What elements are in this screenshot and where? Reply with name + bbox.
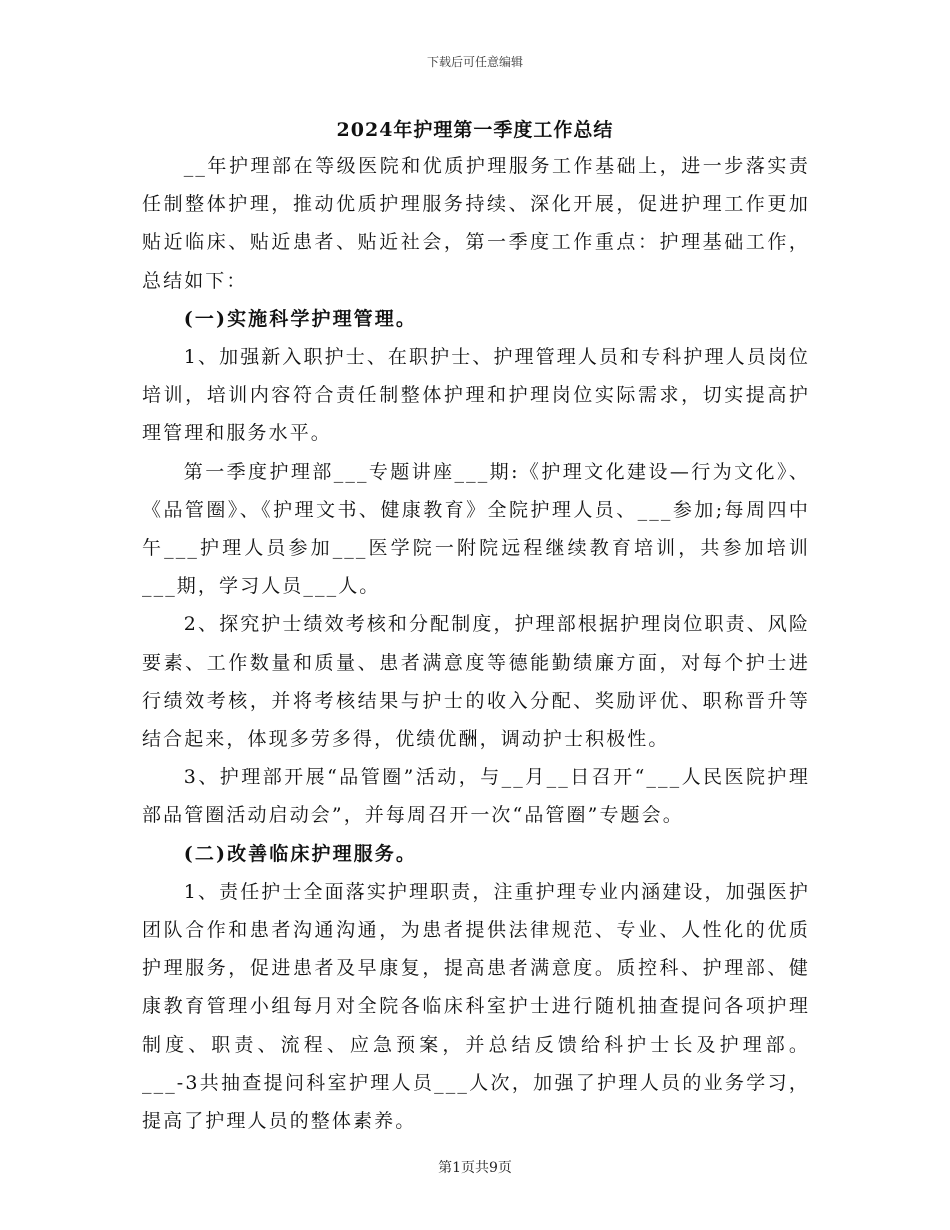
body-paragraph: 3、护理部开展“品管圈”活动，与__月__日召开“___人民医院护理部品管圈活动启动会”，并每周召开一次“品管圈”专题会。 xyxy=(142,766,810,827)
section-heading-2: (二)改善临床护理服务。 xyxy=(183,842,417,865)
intro-paragraph: __年护理部在等级医院和优质护理服务工作基础上，进一步落实责任制整体护理，推动优质护理服务持续、深化开展，促进护理工作更加贴近临床、贴近患者、贴近社会，第一季度工作重点：护理基础工作，总结如下： xyxy=(142,155,810,292)
page-footer: 第1页共9页 xyxy=(438,1160,512,1176)
body-paragraph: 第一季度护理部___专题讲座___期:《护理文化建设—行为文化》、《品管圈》、《护理文书、健康教育》全院护理人员、___参加;每周四中午___护理人员参加___医学院一附院远程继续教育培训，共参加培训___期，学习人员___人。 xyxy=(142,460,810,598)
body-paragraph: 1、加强新入职护士、在职护士、护理管理人员和专科护理人员岗位培训，培训内容符合责任制整体护理和护理岗位实际需求，切实提高护理管理和服务水平。 xyxy=(142,346,810,445)
header-note: 下载后可任意编辑 xyxy=(426,55,523,69)
body-paragraph: 2、探究护士绩效考核和分配制度，护理部根据护理岗位职责、风险要素、工作数量和质量、患者满意度等德能勤绩廉方面，对每个护士进行绩效考核，并将考核结果与护士的收入分配、奖励评优、职称晋升等结合起来，体现多劳多得，优绩优酬，调动护士积极性。 xyxy=(142,613,810,751)
section-heading-1: (一)实施科学护理管理。 xyxy=(183,307,417,330)
document-body xyxy=(142,147,810,1140)
body-paragraph: 1、责任护士全面落实护理职责，注重护理专业内涵建设，加强医护团队合作和患者沟通沟通，为患者提供法律规范、专业、人性化的优质护理服务，促进患者及早康复，提高患者满意度。质控科、护理部、健康教育管理小组每月对全院各临床科室护士进行随机抽查提问各项护理制度、职责、流程、应急预案，并总结反馈给科护士长及护理部。___-3共抽查提问科室护理人员___人次，加强了护理人员的业务学习，提高了护理人员的整体素养。 xyxy=(142,880,810,1133)
document-title: 2024年护理第一季度工作总结 xyxy=(336,119,614,141)
